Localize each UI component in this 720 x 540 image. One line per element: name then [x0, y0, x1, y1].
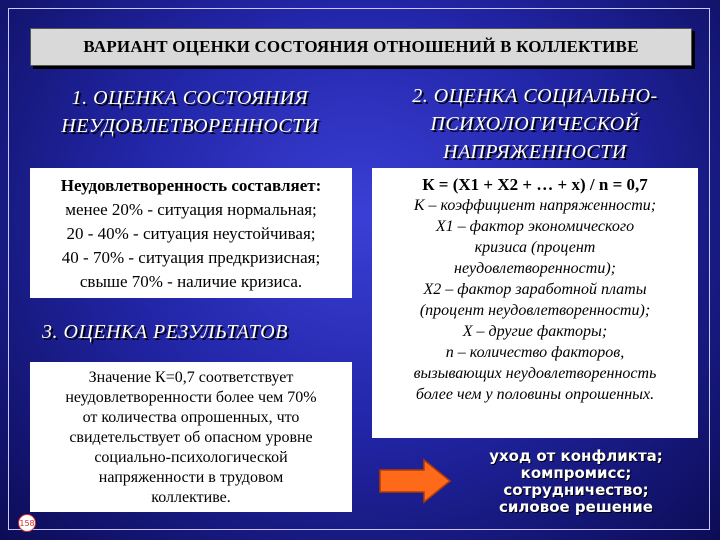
results-line: напряженности в трудовом	[98, 469, 284, 486]
tension-line: Х1 – фактор экономического	[435, 218, 635, 235]
section1-heading	[30, 84, 350, 140]
outcome-item: силовое решение	[499, 498, 653, 516]
tension-box	[372, 168, 698, 438]
tension-line: (процент неудовлетворенности);	[419, 302, 651, 319]
section3-heading: 3. ОЦЕНКА РЕЗУЛЬТАТОВ	[42, 321, 288, 343]
outcomes-list	[456, 448, 696, 516]
tension-line: вызывающих неудовлетворенность	[413, 365, 657, 382]
section2-heading-line: 2. ОЦЕНКА СОЦИАЛЬНО-	[412, 85, 658, 107]
dissatisfaction-line: менее 20% - ситуация нормальная;	[65, 200, 317, 219]
right-arrow-icon	[378, 458, 452, 504]
section2-heading-line: ПСИХОЛОГИЧЕСКОЙ	[430, 113, 640, 135]
dissatisfaction-box	[30, 168, 352, 298]
results-box	[30, 362, 352, 512]
results-line: свидетельствует об опасном уровне	[69, 429, 313, 446]
section2-heading-line: НАПРЯЖЕННОСТИ	[443, 141, 627, 163]
tension-line: К – коэффициент напряженности;	[413, 197, 657, 214]
dissatisfaction-lead: Неудовлетворенность составляет:	[60, 176, 322, 195]
dissatisfaction-line: 20 - 40% - ситуация неустойчивая;	[66, 224, 316, 243]
outcome-item: сотрудничество;	[503, 481, 649, 499]
outcome-item: уход от конфликта;	[489, 447, 663, 465]
page-number-badge: 158	[18, 514, 36, 532]
results-line: коллективе.	[151, 489, 231, 506]
tension-line: кризиса (процент	[474, 239, 596, 256]
tension-formula: К = (Х1 + Х2 + … + х) / n = 0,7	[422, 175, 648, 194]
tension-line: n – количество факторов,	[445, 344, 625, 361]
section1-heading-line: 1. ОЦЕНКА СОСТОЯНИЯ	[71, 87, 309, 109]
section2-heading	[380, 82, 690, 166]
section1-heading-line: НЕУДОВЛЕТВОРЕННОСТИ	[61, 115, 319, 137]
slide-title: ВАРИАНТ ОЦЕНКИ СОСТОЯНИЯ ОТНОШЕНИЙ В КОЛЛЕКТИВЕ	[30, 28, 692, 66]
results-line: от количества опрошенных, что	[82, 409, 300, 426]
results-line: неудовлетворенности более чем 70%	[65, 389, 317, 406]
tension-line: Х – другие факторы;	[462, 323, 608, 340]
dissatisfaction-line: свыше 70% - наличие кризиса.	[79, 272, 303, 291]
tension-line: неудовлетворенности);	[454, 260, 616, 277]
tension-line: Х2 – фактор заработной платы	[423, 281, 647, 298]
outcome-item: компромисс;	[520, 464, 632, 482]
results-line: Значение К=0,7 соответствует	[88, 369, 294, 386]
tension-line: более чем у половины опрошенных.	[415, 386, 655, 403]
dissatisfaction-line: 40 - 70% - ситуация предкризисная;	[61, 248, 321, 267]
results-line: социально-психологической	[94, 449, 288, 466]
